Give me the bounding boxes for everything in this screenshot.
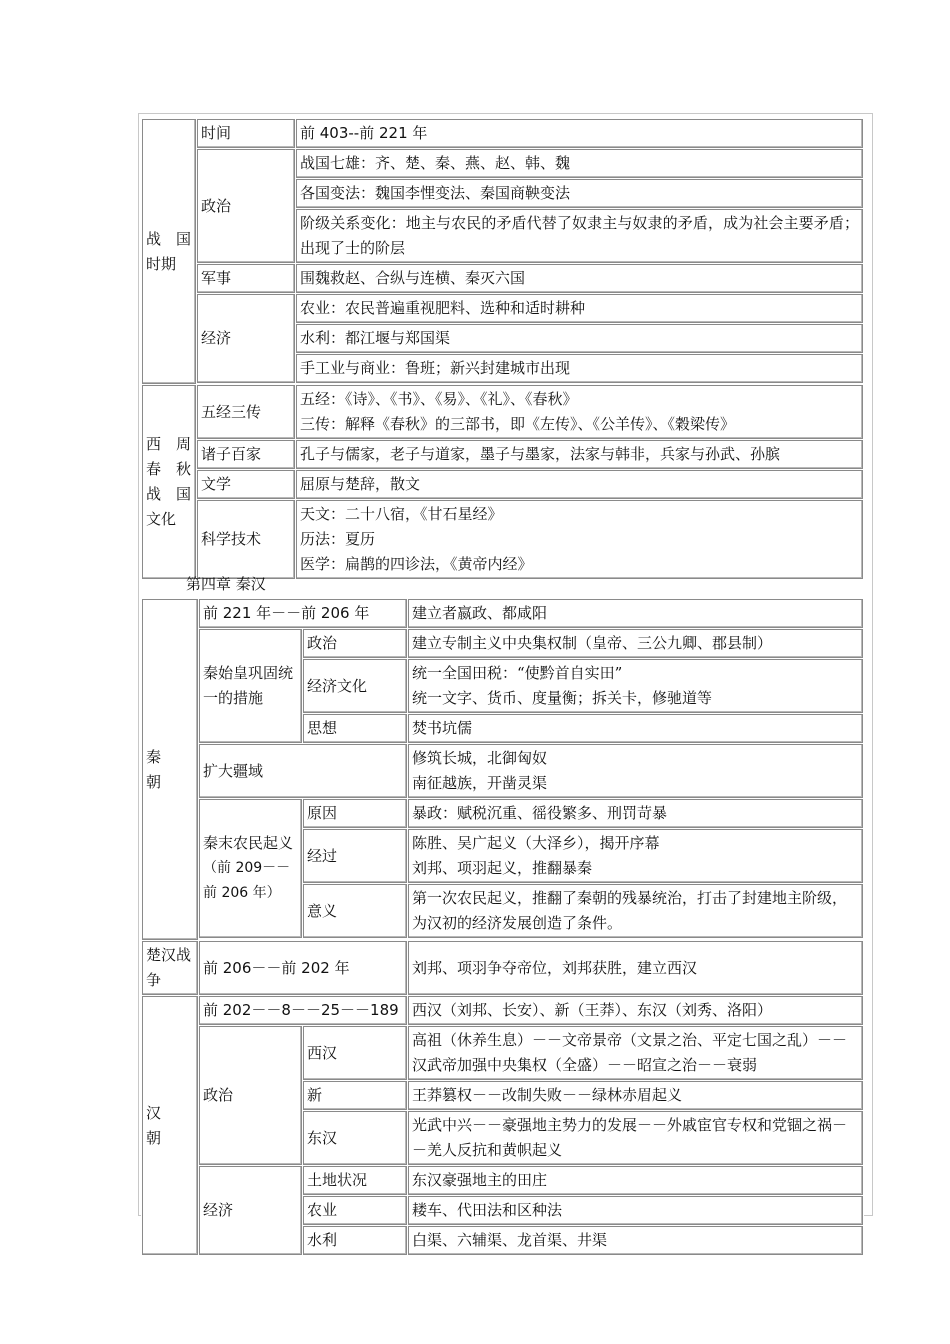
- econ-culture-value: 统一全国田税：“使黔首自实田” 统一文字、货币、度量衡；拆关卡，修驰道等: [408, 659, 863, 713]
- politics-item: 各国变法：魏国李悝变法、秦国商鞅变法: [296, 179, 863, 208]
- han-label: 汉 朝: [142, 996, 198, 1255]
- economy-item: 水利：都江堰与郑国渠: [296, 324, 863, 353]
- chapter-heading: 第四章 秦汉: [186, 575, 266, 593]
- politics-label: 政治: [197, 149, 295, 263]
- time-label: 时间: [197, 119, 295, 148]
- agri-value: 耧车、代田法和区种法: [408, 1196, 863, 1225]
- land-label: 土地状况: [303, 1166, 407, 1195]
- territory-label: 扩大疆域: [199, 744, 407, 798]
- land-value: 东汉豪强地主的田庄: [408, 1166, 863, 1195]
- time-value: 前 403--前 221 年: [296, 119, 863, 148]
- process-label: 经过: [303, 829, 407, 883]
- economy-item: 手工业与商业：鲁班；新兴封建城市出现: [296, 354, 863, 383]
- han-dynasties: 西汉（刘邦、长安）、新（王莽）、东汉（刘秀、洛阳）: [408, 996, 863, 1025]
- literature-label: 文学: [197, 470, 295, 499]
- uprising-label: 秦末农民起义 （前 209－－ 前 206 年）: [199, 799, 302, 938]
- culture-label: 西 周 春 秋 战 国 文化: [142, 385, 196, 579]
- thought-label: 思想: [303, 714, 407, 743]
- water-label: 水利: [303, 1226, 407, 1255]
- west-han-value: 高祖（休养生息）－－文帝景帝（文景之治、平定七国之乱）－－汉武帝加强中央集权（全盛）－－昭宣之治－－衰弱: [408, 1026, 863, 1080]
- cause-value: 暴政：赋税沉重、徭役繁多、刑罚苛暴: [408, 799, 863, 828]
- qin-founder: 建立者嬴政、都咸阳: [408, 599, 863, 628]
- han-period: 前 202－－8－－25－－189: [199, 996, 407, 1025]
- territory-value: 修筑长城，北御匈奴 南征越族，开凿灵渠: [408, 744, 863, 798]
- measures-label: 秦始皇巩固统一的措施: [199, 629, 302, 743]
- schools-value: 孔子与儒家，老子与道家，墨子与墨家，法家与韩非，兵家与孙武、孙膑: [296, 440, 863, 469]
- classics-value: 五经：《诗》、《书》、《易》、《礼》、《春秋》 三传：解释《春秋》的三部书，即《左传》、《公羊传》、《穀梁传》: [296, 385, 863, 439]
- xin-label: 新: [303, 1081, 407, 1110]
- politics-item: 战国七雄：齐、楚、秦、燕、赵、韩、魏: [296, 149, 863, 178]
- process-value: 陈胜、吴广起义（大泽乡），揭开序幕 刘邦、项羽起义，推翻暴秦: [408, 829, 863, 883]
- chuhan-label: 楚汉战争: [142, 941, 198, 995]
- chuhan-period: 前 206－－前 202 年: [199, 941, 407, 995]
- warring-states-label: 战 国 时期: [142, 119, 196, 384]
- military-label: 军事: [197, 264, 295, 293]
- qin-politics-value: 建立专制主义中央集权制（皇帝、三公九卿、郡县制）: [408, 629, 863, 658]
- economy-label: 经济: [197, 294, 295, 383]
- politics-item: 阶级关系变化：地主与农民的矛盾代替了奴隶主与奴隶的矛盾，成为社会主要矛盾；出现了士的阶层: [296, 209, 863, 263]
- schools-label: 诸子百家: [197, 440, 295, 469]
- economy-item: 农业：农民普遍重视肥料、选种和适时耕种: [296, 294, 863, 323]
- east-han-value: 光武中兴－－豪强地主势力的发展－－外戚宦官专权和党锢之祸－－羌人反抗和黄帜起义: [408, 1111, 863, 1165]
- east-han-label: 东汉: [303, 1111, 407, 1165]
- water-value: 白渠、六辅渠、龙首渠、井渠: [408, 1226, 863, 1255]
- han-economy-label: 经济: [199, 1166, 302, 1255]
- meaning-label: 意义: [303, 884, 407, 938]
- science-label: 科学技术: [197, 500, 295, 579]
- thought-value: 焚书坑儒: [408, 714, 863, 743]
- meaning-value: 第一次农民起义，推翻了秦朝的残暴统治，打击了封建地主阶级，为汉初的经济发展创造了条件。: [408, 884, 863, 938]
- qin-han-table: [141, 598, 864, 1256]
- chuhan-value: 刘邦、项羽争夺帝位，刘邦获胜，建立西汉: [408, 941, 863, 995]
- military-value: 围魏救赵、合纵与连横、秦灭六国: [296, 264, 863, 293]
- econ-culture-label: 经济文化: [303, 659, 407, 713]
- science-value: 天文：二十八宿，《甘石星经》 历法：夏历 医学：扁鹊的四诊法，《黄帝内经》: [296, 500, 863, 579]
- cause-label: 原因: [303, 799, 407, 828]
- literature-value: 屈原与楚辞，散文: [296, 470, 863, 499]
- warring-states-table: [141, 118, 864, 580]
- han-politics-label: 政治: [199, 1026, 302, 1165]
- qin-period: 前 221 年－－前 206 年: [199, 599, 407, 628]
- classics-label: 五经三传: [197, 385, 295, 439]
- qin-politics-label: 政治: [303, 629, 407, 658]
- west-han-label: 西汉: [303, 1026, 407, 1080]
- agri-label: 农业: [303, 1196, 407, 1225]
- xin-value: 王莽篡权－－改制失败－－绿林赤眉起义: [408, 1081, 863, 1110]
- qin-label: 秦 朝: [142, 599, 198, 940]
